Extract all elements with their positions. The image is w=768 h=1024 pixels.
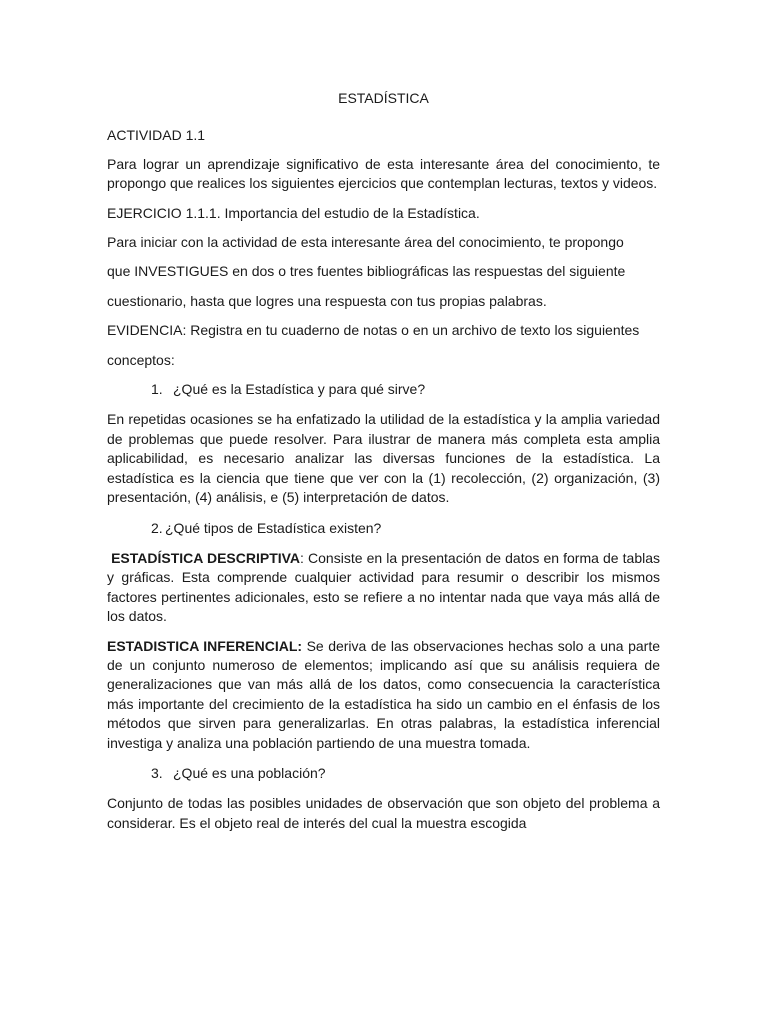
document-title: ESTADÍSTICA	[338, 90, 429, 106]
document-page	[107, 89, 660, 842]
intro-paragraph: Para lograr un aprendizaje significativo de esta interesante área del conocimiento, te propongo que realices los siguientes ejercicios que contemplan lecturas, textos y videos.	[107, 155, 660, 192]
question-1-text: ¿Qué es la Estadística y para qué sirve?	[173, 381, 426, 398]
instruction-paragraph-3: cuestionario, hasta que logres una respuesta con tus propias palabras.	[107, 292, 547, 309]
instruction-paragraph-1: Para iniciar con la actividad de esta interesante área del conocimiento, te propongo	[107, 234, 624, 251]
descriptive-statistics-text: : Consiste en la presentación de datos en forma de tablas y gráficas. Esta comprende cualquier actividad para resumir o describir los mismos factores pertinentes adicionales, esto se refiere a no intentar nada que vaya más allá de los datos.	[107, 549, 660, 625]
question-1-number: 1.	[151, 381, 163, 398]
evidence-paragraph: EVIDENCIA: Registra en tu cuaderno de notas o en un archivo de texto los siguientes	[107, 322, 640, 339]
question-3-number: 3.	[151, 764, 163, 781]
question-2	[151, 519, 660, 538]
activity-heading: ACTIVIDAD 1.1	[107, 127, 206, 144]
question-2-number: 2.	[151, 519, 163, 536]
question-3-text: ¿Qué es una población?	[173, 764, 326, 781]
descriptive-statistics-label: ESTADÍSTICA DESCRIPTIVA	[111, 549, 301, 566]
answer-3: Conjunto de todas las posibles unidades de observación que son objeto del problema a considerar. Es el objeto real de interés del cual la muestra escogida	[107, 795, 660, 831]
evidence-continuation: conceptos:	[107, 351, 175, 368]
question-2-text: ¿Qué tipos de Estadística existen?	[165, 519, 382, 536]
descriptive-statistics-paragraph	[107, 549, 660, 627]
answer-1: En repetidas ocasiones se ha enfatizado la utilidad de la estadística y la amplia variedad de problemas que puede resolver. Para ilustrar de manera más completa esta amplia aplicabilidad, es necesario analizar las diversas funciones de la estadística. La estadística es la ciencia que tiene que ver con la (1) recolección, (2) organización, (3) presentación, (4) análisis, e (5) interpretación de datos.	[107, 411, 660, 506]
instruction-paragraph-2: que INVESTIGUES en dos o tres fuentes bibliográficas las respuestas del siguiente	[107, 263, 626, 280]
inferential-statistics-label: ESTADISTICA INFERENCIAL:	[107, 637, 303, 654]
exercise-heading: EJERCICIO 1.1.1. Importancia del estudio de la Estadística.	[107, 204, 480, 221]
question-1	[151, 380, 660, 399]
question-3	[151, 764, 660, 783]
inferential-statistics-text: Se deriva de las observaciones hechas solo a una parte de un conjunto numeroso de elementos; implicando así que su análisis requiera de generalizaciones que van más allá de los datos, como consecuencia la característica más importante del crecimiento de la estadística ha sido un cambio en el énfasis de los métodos que sirven para generalizarlas. En otras palabras, la estadística inferencial investiga y analiza una población partiendo de una muestra tomada.	[107, 637, 660, 751]
inferential-statistics-paragraph	[107, 637, 660, 753]
